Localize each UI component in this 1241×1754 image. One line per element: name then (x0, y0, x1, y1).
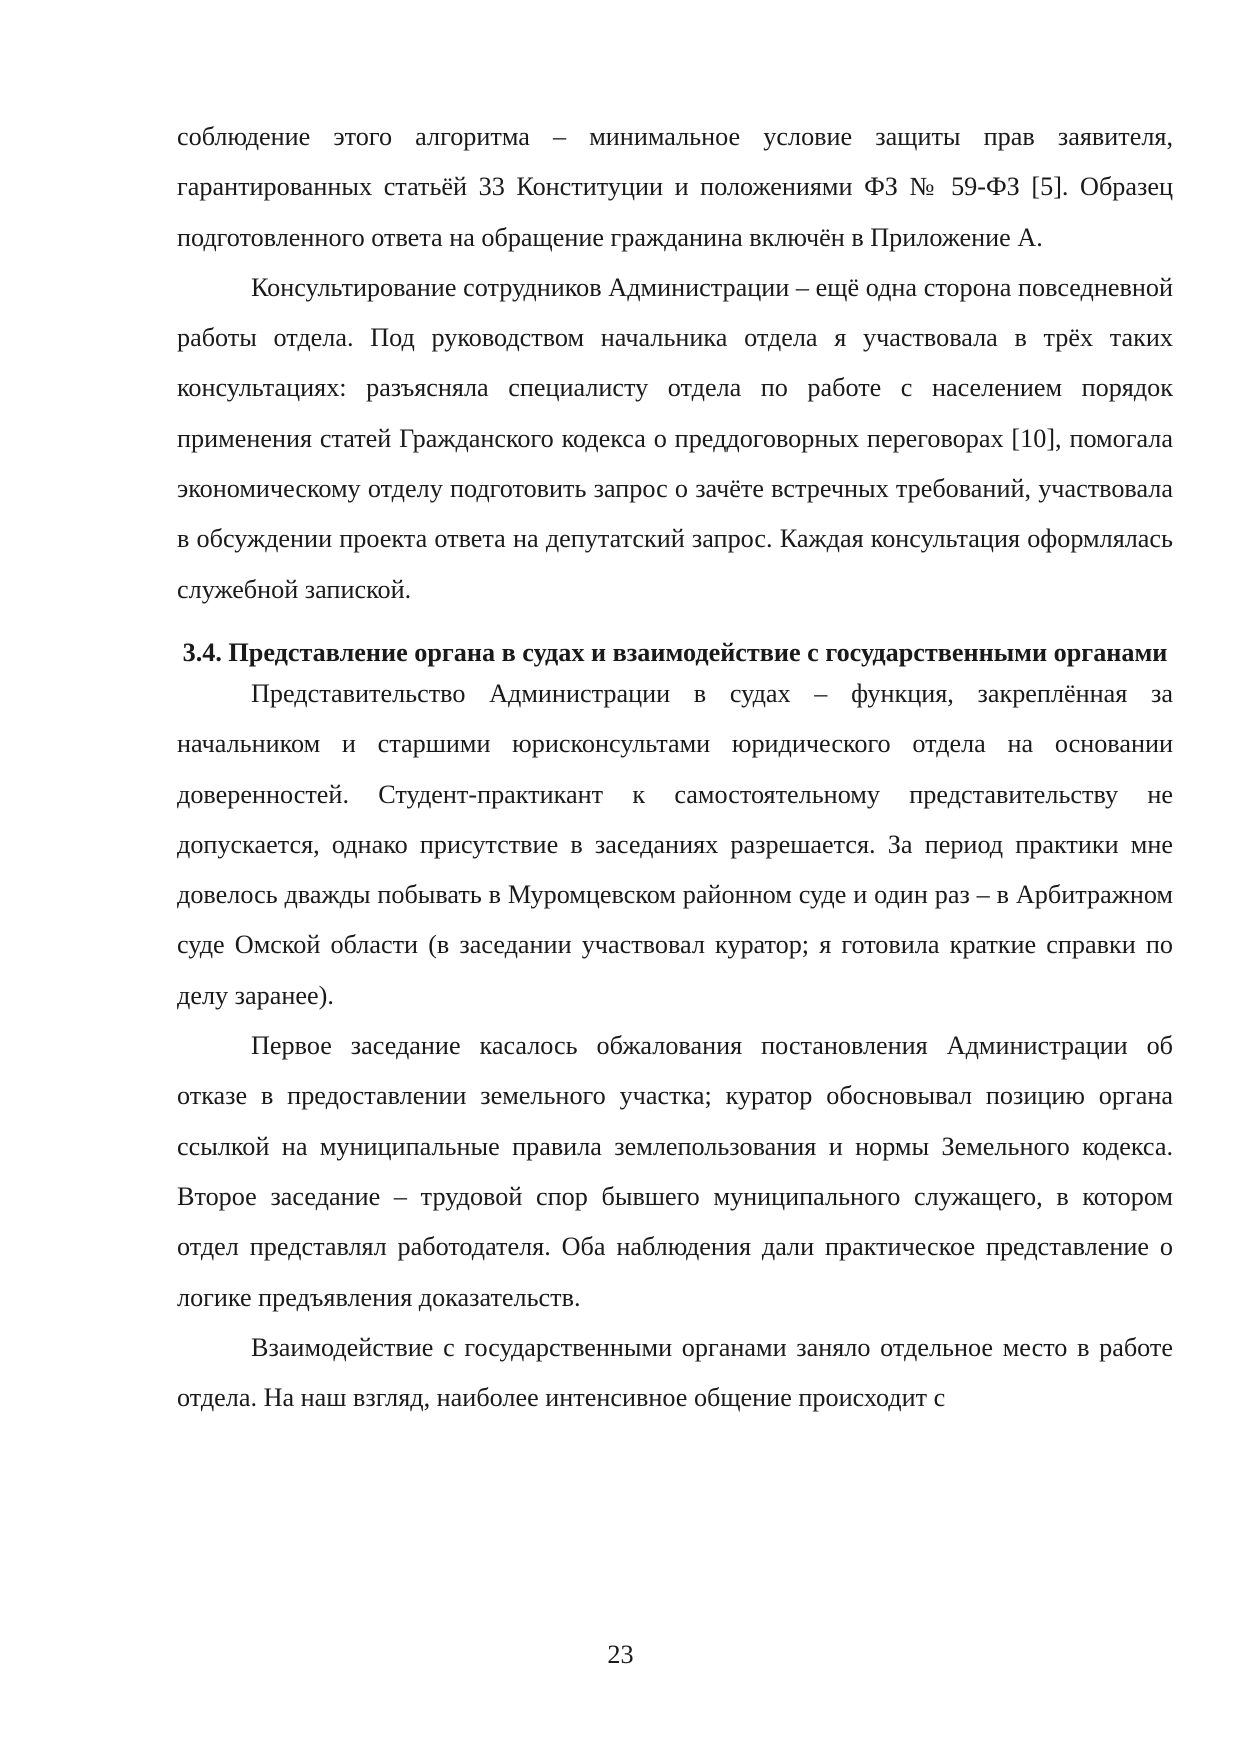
paragraph-consulting: Консультирование сотрудников Администрации – ещё одна сторона повседневной работы отдела. Под руководством начальника отдела я участвовала в трёх таких консультациях: разъясняла специалисту отдела по работе с населением порядок применения статей Гражданского кодекса о преддоговорных переговорах [10], помогала экономическому отделу подготовить запрос о зачёте встречных требований, участвовала в обсуждении проекта ответа на депутатский запрос. Каждая консультация оформлялась служебной запиской. (177, 272, 1173, 604)
document-page (177, 112, 1173, 1423)
section-heading: 3.4. Представление органа в судах и взаимодействие с государственными органами (182, 637, 1168, 667)
page-number: 23 (607, 1640, 634, 1669)
paragraph-interaction: Взаимодействие с государственными органами заняло отдельное место в работе отдела. На наш взгляд, наиболее интенсивное общение происходит с (177, 1332, 1173, 1413)
paragraph-representation: Представительство Администрации в судах – функция, закреплённая за начальником и старшими юрисконсультами юридического отдела на основании доверенностей. Студент-практикант к самостоятельному представительству не допускается, однако присутствие в заседаниях разрешается. За период практики мне довелось дважды побывать в Муромцевском районном суде и один раз – в Арбитражном суде Омской области (в заседании участвовал куратор; я готовила краткие справки по делу заранее). (177, 678, 1173, 1010)
paragraph-first-hearing: Первое заседание касалось обжалования постановления Администрации об отказе в предоставлении земельного участка; куратор обосновывал позицию органа ссылкой на муниципальные правила землепользования и нормы Земельного кодекса. Второе заседание – трудовой спор бывшего муниципального служащего, в котором отдел представлял работодателя. Оба наблюдения дали практическое представление о логике предъявления доказательств. (177, 1031, 1173, 1312)
paragraph-continuation: соблюдение этого алгоритма – минимальное условие защиты прав заявителя, гарантированных статьёй 33 Конституции и положениями ФЗ № 59-ФЗ [5]. Образец подготовленного ответа на обращение гражданина включён в Приложение А. (177, 122, 1173, 252)
